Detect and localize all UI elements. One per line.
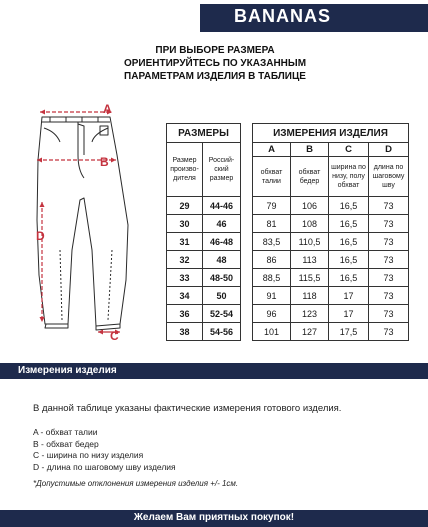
table-row: 31 46-48 83,5 110,5 16,5 73 xyxy=(167,233,409,251)
hips-header: обхват бедер xyxy=(291,157,329,197)
instruction-line: ОРИЕНТИРУЙТЕСЬ ПО УКАЗАННЫМ xyxy=(123,58,307,69)
table-row: 32 48 86 113 16,5 73 xyxy=(167,251,409,269)
size-table xyxy=(166,123,409,341)
table-row: 38 54-56 101 127 17,5 73 xyxy=(167,323,409,341)
measurements-header: ИЗМЕРЕНИЯ ИЗДЕЛИЯ xyxy=(253,124,409,143)
measurement-legend xyxy=(33,427,176,473)
jeans-measurement-diagram xyxy=(20,100,160,345)
legend-item: A - обхват талии xyxy=(33,427,98,437)
label-a: A xyxy=(103,102,112,116)
col-a-header: A xyxy=(253,143,291,157)
table-row: 33 48-50 88,5 115,5 16,5 73 xyxy=(167,269,409,287)
hem-width-header: ширина по низу, полу обхват xyxy=(329,157,369,197)
table-description: В данной таблице указаны фактические измерения готового изделия. xyxy=(33,403,342,414)
legend-item: D - длина по шаговому шву изделия xyxy=(33,461,176,472)
label-c: C xyxy=(110,329,119,343)
table-row: 29 44-46 79 106 16,5 73 xyxy=(167,197,409,215)
brand-name: BANANAS xyxy=(234,6,331,26)
instruction-line: ПАРАМЕТРАМ ИЗДЕЛИЯ В ТАБЛИЦЕ xyxy=(124,71,306,82)
russian-size-header: Россий- ский размер xyxy=(203,143,241,197)
sizes-header: РАЗМЕРЫ xyxy=(167,124,241,143)
col-b-header: B xyxy=(291,143,329,157)
section-title: Измерения изделия xyxy=(18,365,117,376)
table-row: 34 50 91 118 17 73 xyxy=(167,287,409,305)
col-d-header: D xyxy=(369,143,409,157)
footer-bar xyxy=(0,510,428,527)
table-row: 36 52-54 96 123 17 73 xyxy=(167,305,409,323)
waist-header: обхват талии xyxy=(253,157,291,197)
inseam-header: длина по шаговому шву xyxy=(369,157,409,197)
label-b: B xyxy=(100,155,109,169)
manufacturer-size-header: Размер произво- дителя xyxy=(167,143,203,197)
legend-item: C - ширина по низу изделия xyxy=(33,450,144,460)
header-bar xyxy=(0,0,428,34)
instruction-line: ПРИ ВЫБОРЕ РАЗМЕРА xyxy=(155,45,275,56)
table-row: 30 46 81 108 16,5 73 xyxy=(167,215,409,233)
section-header xyxy=(0,363,428,379)
col-c-header: C xyxy=(329,143,369,157)
tolerance-note: *Допустимые отклонения измерения изделия +/- 1см. xyxy=(33,479,239,488)
legend-item: B - обхват бедер xyxy=(33,438,99,449)
label-d: D xyxy=(36,229,45,243)
footer-text: Желаем Вам приятных покупок! xyxy=(133,512,295,523)
size-instructions xyxy=(100,44,330,83)
